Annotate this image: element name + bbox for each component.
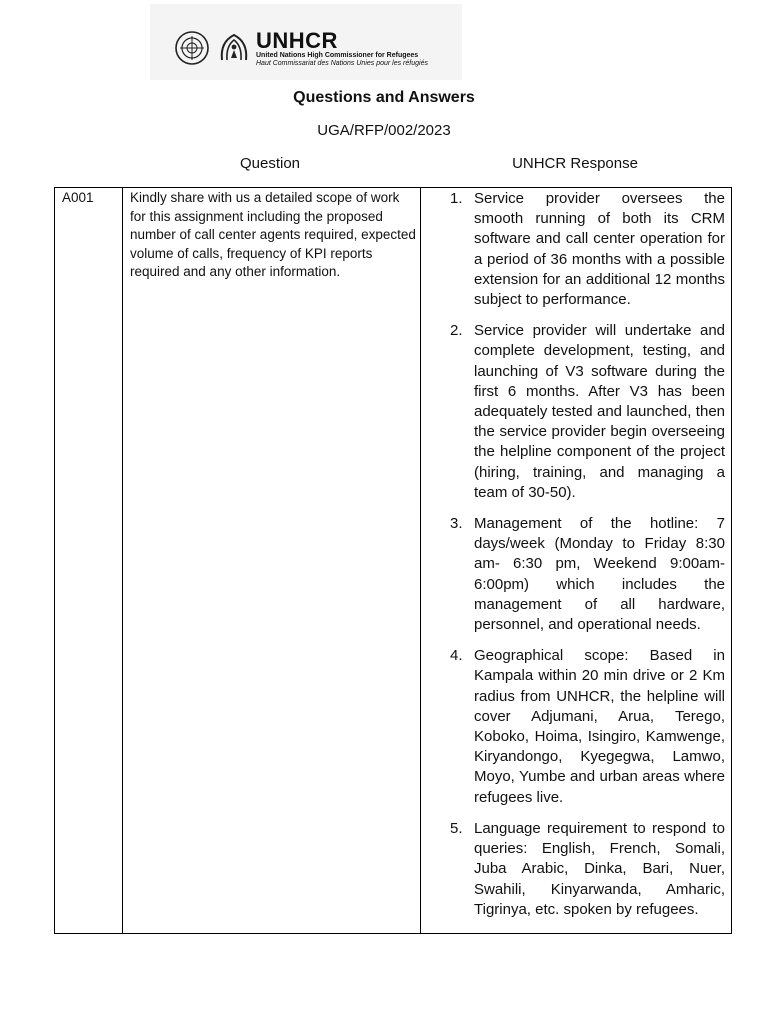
response-item [440, 514, 725, 635]
question-column-header: Question [239, 155, 301, 172]
response-list [440, 189, 725, 931]
question-id: A001 [62, 190, 94, 205]
column-divider [122, 188, 123, 933]
response-column-header: UNHCR Response [512, 155, 638, 172]
response-text: Geographical scope: Based in Kampala within 20 min drive or 2 Km radius from UNHCR, the helpline will cover Adjumani, Arua, Terego, Koboko, Hoima, Isingiro, Kamwenge, Kiryandongo, Kyegegwa, Lamwo, Moyo, Yumbe and urban areas where refugees live. [474, 647, 725, 806]
response-number: 3. [450, 515, 463, 533]
response-text: Service provider oversees the smooth running of both its CRM software and call center operation for a period of 36 months with a possible extension for an additional 12 months subject to performance. [474, 190, 725, 309]
logo-subtitle-fr: Haut Commissariat des Nations Unies pour les réfugiés [256, 60, 428, 67]
response-item [440, 819, 725, 920]
logo-subtitle-en: United Nations High Commissioner for Refugees [256, 52, 419, 59]
column-divider [420, 188, 421, 933]
unhcr-logo [150, 4, 462, 80]
response-number: 2. [450, 322, 463, 340]
un-emblem-icon [174, 30, 210, 66]
response-number: 1. [450, 190, 463, 207]
response-text: Management of the hotline: 7 days/week (Monday to Friday 8:30 am- 6:30 pm, Weekend 9:00am-6:00pm) which includes the management of all hardware, personnel, and operational needs. [474, 515, 725, 634]
logo-wordmark: UNHCR [256, 28, 338, 53]
page-title: Questions and Answers [293, 89, 475, 106]
question-text: Kindly share with us a detailed scope of work for this assignment including the proposed number of call center agents required, expected volume of calls, frequency of KPI reports required and any other information. [130, 190, 416, 279]
response-item [440, 646, 725, 808]
response-item [440, 189, 725, 310]
unhcr-emblem-icon [216, 30, 252, 66]
response-item [440, 321, 725, 503]
response-number: 5. [450, 819, 463, 837]
reference-number: UGA/RFP/002/2023 [317, 122, 451, 139]
response-text: Service provider will undertake and complete development, testing, and launching of V3 software during the first 6 months. After V3 has been adequately tested and launched, then the service provider begin overseeing the helpline component of the project (hiring, training, and managing a team of 30-50). [474, 322, 725, 501]
qa-table [54, 187, 732, 934]
response-number: 4. [450, 647, 463, 665]
response-text: Language requirement to respond to queries: English, French, Somali, Juba Arabic, Dinka, Bari, Nuer, Swahili, Kinyarwanda, Amharic, Tigrinya, etc. spoken by refugees. [474, 819, 725, 918]
